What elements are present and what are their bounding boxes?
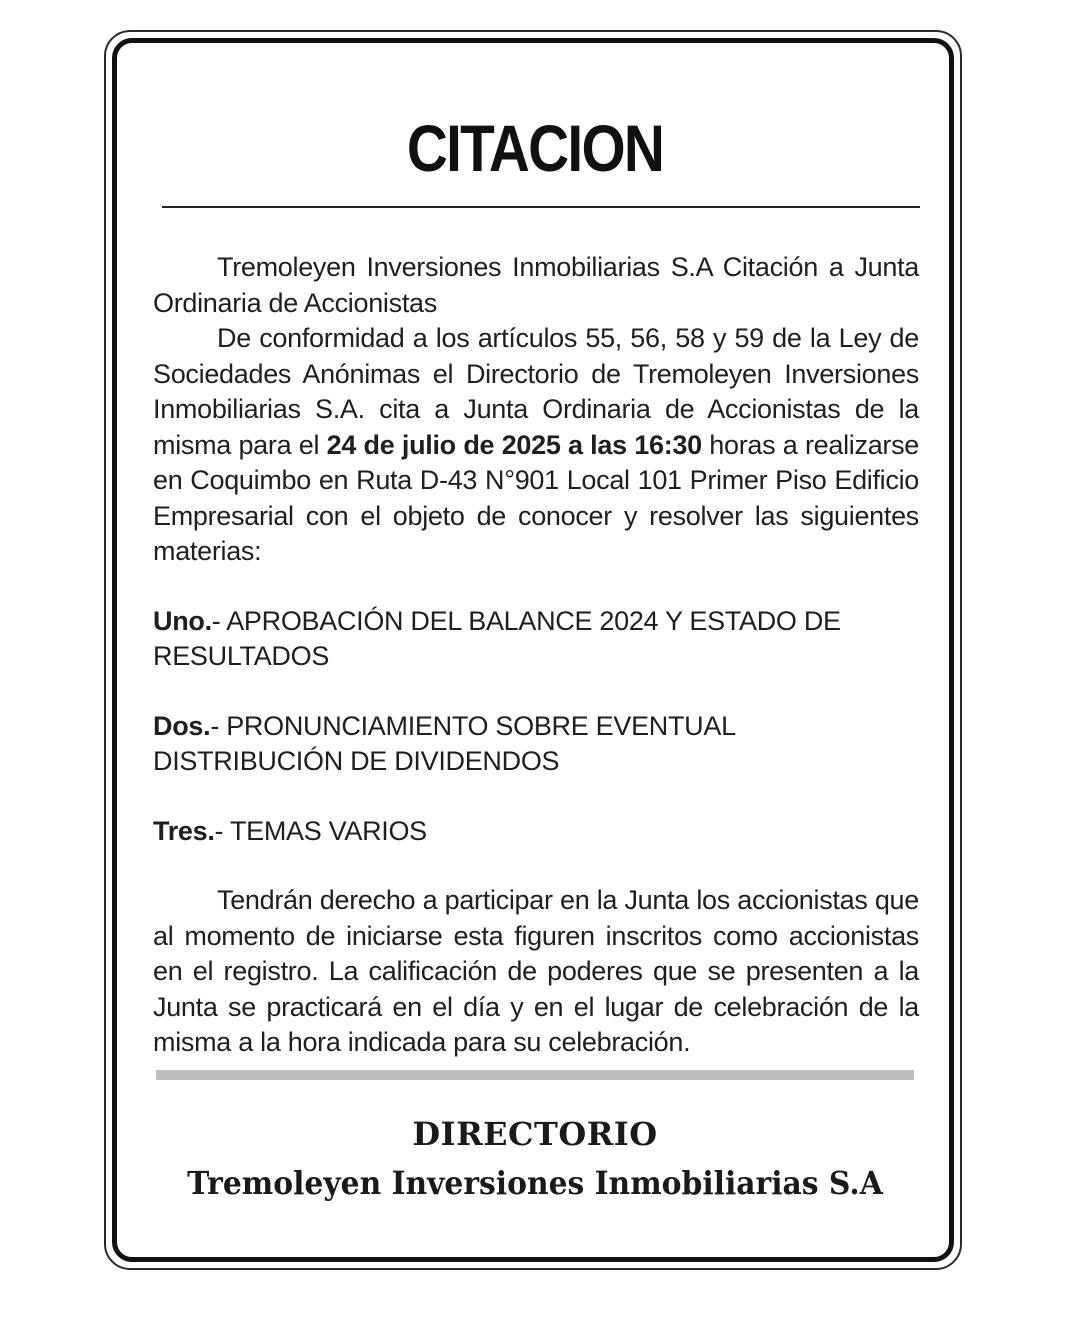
agenda-item (153, 709, 919, 780)
closing-paragraph: Tendrán derecho a participar en la Junta los accionistas que al momento de iniciarse esta figuren inscritos como accionistas en el registro. La calificación de poderes que se presenten a la Junta se practicará en el día y en el lugar de celebración de la misma a la hora indicada para su celebración. (153, 885, 919, 1057)
main-paragraph-text-1: De conformidad a los artículos 55, 56, 58 y 59 de la Ley de Sociedades Anónimas el Directorio de Tremoleyen Inversiones Inmobiliarias S.A. cita a Junta Ordinaria de Accionistas de la misma para el (153, 323, 919, 460)
signature-divider (156, 1070, 914, 1080)
agenda-item-text: - PRONUNCIAMIENTO SOBRE EVENTUAL DISTRIBUCIÓN DE DIVIDENDOS (153, 710, 735, 776)
notice-title: CITACION (406, 111, 664, 185)
agenda-item (153, 604, 919, 675)
agenda-item-label: Tres. (153, 815, 215, 846)
agenda-item-text: - APROBACIÓN DEL BALANCE 2024 Y ESTADO DE RESULTADOS (153, 605, 841, 671)
main-paragraph (153, 321, 919, 570)
notice-body (153, 250, 919, 1061)
intro-paragraph: Tremoleyen Inversiones Inmobiliarias S.A Citación a Junta Ordinaria de Accionistas (153, 252, 919, 318)
agenda-item-label: Uno. (153, 605, 212, 636)
main-paragraph-text-2: horas a realizarse en Coquimbo en Ruta D-43 N°901 Local 101 Primer Piso Edificio Empresarial con el objeto de conocer y resolver las siguientes materias: (153, 429, 920, 566)
agenda-item (153, 814, 919, 850)
title-divider (162, 206, 920, 208)
agenda-item-label: Dos. (153, 710, 211, 741)
signature-title: DIRECTORIO (412, 1115, 658, 1153)
meeting-date: 24 de julio de 2025 a las 16:30 (326, 429, 702, 460)
signature-company: Tremoleyen Inversiones Inmobiliarias S.A (187, 1164, 883, 1202)
agenda-item-text: - TEMAS VARIOS (214, 815, 427, 846)
